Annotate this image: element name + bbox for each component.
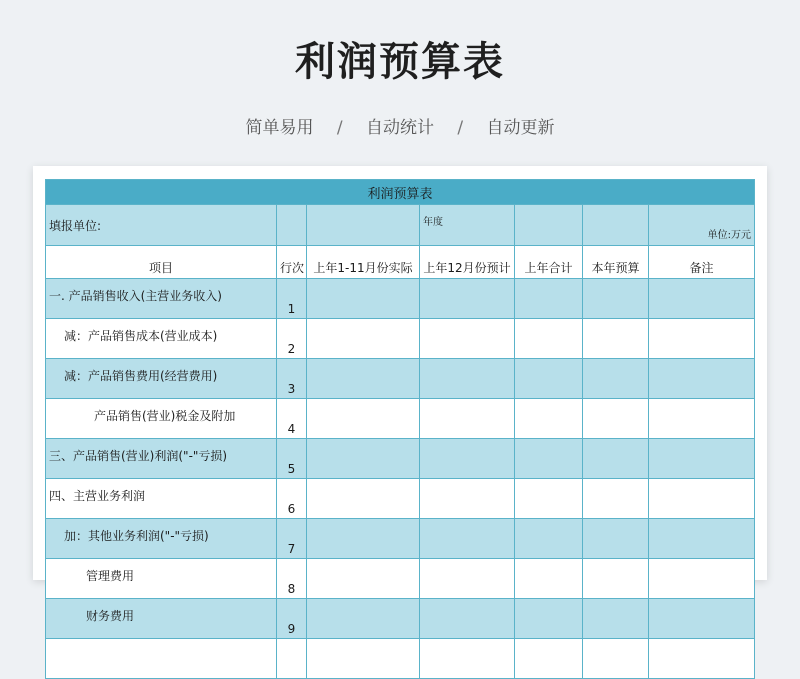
value-cell[interactable] bbox=[649, 439, 755, 479]
value-cell[interactable] bbox=[307, 359, 420, 399]
value-cell[interactable] bbox=[583, 479, 649, 519]
unit-cell[interactable]: 单位:万元 bbox=[649, 205, 755, 246]
value-cell[interactable] bbox=[583, 519, 649, 559]
table-row bbox=[46, 439, 755, 479]
row-item-cell[interactable]: 一. 产品销售收入(主营业务收入) bbox=[46, 279, 277, 319]
table-row bbox=[46, 399, 755, 439]
value-cell[interactable] bbox=[307, 279, 420, 319]
table-row bbox=[46, 599, 755, 639]
row-number-cell[interactable]: 6 bbox=[277, 479, 307, 519]
table-row bbox=[46, 279, 755, 319]
subtitle-item-auto-update: 自动更新 bbox=[486, 118, 555, 138]
value-cell[interactable] bbox=[420, 559, 515, 599]
value-cell[interactable] bbox=[307, 439, 420, 479]
value-cell[interactable] bbox=[420, 519, 515, 559]
info-cell[interactable] bbox=[277, 205, 307, 246]
row-number-cell[interactable]: 7 bbox=[277, 519, 307, 559]
row-item-cell[interactable]: 管理费用 bbox=[46, 559, 277, 599]
row-number-cell[interactable]: 5 bbox=[277, 439, 307, 479]
value-cell[interactable] bbox=[307, 399, 420, 439]
table-caption-row bbox=[46, 180, 755, 205]
row-item-cell[interactable]: 减：产品销售成本(营业成本) bbox=[46, 319, 277, 359]
value-cell[interactable] bbox=[515, 639, 583, 679]
row-number-cell[interactable]: 4 bbox=[277, 399, 307, 439]
value-cell[interactable] bbox=[649, 359, 755, 399]
value-cell[interactable] bbox=[649, 319, 755, 359]
row-number-cell[interactable] bbox=[277, 639, 307, 679]
column-header[interactable]: 上年1-11月份实际 bbox=[307, 246, 420, 279]
value-cell[interactable] bbox=[583, 599, 649, 639]
value-cell[interactable] bbox=[420, 279, 515, 319]
row-item-cell[interactable]: 减：产品销售费用(经营费用) bbox=[46, 359, 277, 399]
value-cell[interactable] bbox=[420, 319, 515, 359]
value-cell[interactable] bbox=[649, 559, 755, 599]
value-cell[interactable] bbox=[307, 319, 420, 359]
subtitle-item-easy: 简单易用 bbox=[245, 118, 314, 138]
value-cell[interactable] bbox=[583, 559, 649, 599]
value-cell[interactable] bbox=[420, 439, 515, 479]
value-cell[interactable] bbox=[649, 479, 755, 519]
table-caption[interactable]: 利润预算表 bbox=[46, 180, 755, 205]
subtitle-item-auto-stat: 自动统计 bbox=[366, 118, 434, 138]
column-header[interactable]: 上年合计 bbox=[515, 246, 583, 279]
value-cell[interactable] bbox=[420, 639, 515, 679]
row-item-cell[interactable]: 加：其他业务利润("-"亏损) bbox=[46, 519, 277, 559]
row-number-cell[interactable]: 1 bbox=[277, 279, 307, 319]
value-cell[interactable] bbox=[515, 359, 583, 399]
subtitle-separator: / bbox=[336, 118, 343, 138]
value-cell[interactable] bbox=[515, 319, 583, 359]
table-row bbox=[46, 519, 755, 559]
table-row bbox=[46, 479, 755, 519]
value-cell[interactable] bbox=[649, 519, 755, 559]
profit-budget-table bbox=[45, 179, 755, 679]
spreadsheet-card bbox=[33, 166, 767, 636]
column-header[interactable]: 项目 bbox=[46, 246, 277, 279]
row-number-cell[interactable]: 9 bbox=[277, 599, 307, 639]
row-number-cell[interactable]: 2 bbox=[277, 319, 307, 359]
value-cell[interactable] bbox=[515, 559, 583, 599]
value-cell[interactable] bbox=[420, 399, 515, 439]
row-item-cell[interactable]: 三、产品销售(营业)利润("-"亏损) bbox=[46, 439, 277, 479]
row-item-cell[interactable]: 四、主营业务利润 bbox=[46, 479, 277, 519]
value-cell[interactable] bbox=[583, 279, 649, 319]
info-cell[interactable] bbox=[583, 205, 649, 246]
value-cell[interactable] bbox=[515, 599, 583, 639]
row-item-cell[interactable]: 财务费用 bbox=[46, 599, 277, 639]
info-cell[interactable] bbox=[307, 205, 420, 246]
table-row bbox=[46, 359, 755, 399]
value-cell[interactable] bbox=[649, 639, 755, 679]
table-row bbox=[46, 319, 755, 359]
column-header[interactable]: 备注 bbox=[649, 246, 755, 279]
value-cell[interactable] bbox=[420, 599, 515, 639]
value-cell[interactable] bbox=[420, 359, 515, 399]
column-header-row bbox=[46, 246, 755, 279]
row-number-cell[interactable]: 8 bbox=[277, 559, 307, 599]
table-body bbox=[46, 279, 755, 679]
value-cell[interactable] bbox=[583, 639, 649, 679]
row-item-cell[interactable] bbox=[46, 639, 277, 679]
row-number-cell[interactable]: 3 bbox=[277, 359, 307, 399]
value-cell[interactable] bbox=[583, 359, 649, 399]
value-cell[interactable] bbox=[307, 479, 420, 519]
table-row bbox=[46, 639, 755, 679]
value-cell[interactable] bbox=[583, 399, 649, 439]
year-cell[interactable]: 年度 bbox=[420, 205, 515, 246]
value-cell[interactable] bbox=[307, 519, 420, 559]
value-cell[interactable] bbox=[515, 519, 583, 559]
value-cell[interactable] bbox=[307, 639, 420, 679]
row-item-cell[interactable]: 产品销售(营业)税金及附加 bbox=[46, 399, 277, 439]
column-header[interactable]: 行次 bbox=[277, 246, 307, 279]
value-cell[interactable] bbox=[583, 319, 649, 359]
value-cell[interactable] bbox=[649, 279, 755, 319]
page-subtitle bbox=[0, 113, 800, 138]
table-info-row bbox=[46, 205, 755, 246]
value-cell[interactable] bbox=[307, 599, 420, 639]
value-cell[interactable] bbox=[583, 439, 649, 479]
fill-unit-cell[interactable]: 填报单位: bbox=[46, 205, 277, 246]
value-cell[interactable] bbox=[515, 439, 583, 479]
value-cell[interactable] bbox=[307, 559, 420, 599]
value-cell[interactable] bbox=[649, 599, 755, 639]
column-header[interactable]: 上年12月份预计 bbox=[420, 246, 515, 279]
info-cell[interactable] bbox=[515, 205, 583, 246]
value-cell[interactable] bbox=[515, 479, 583, 519]
value-cell[interactable] bbox=[420, 479, 515, 519]
value-cell[interactable] bbox=[515, 279, 583, 319]
page-title: 利润预算表 bbox=[295, 39, 505, 85]
value-cell[interactable] bbox=[649, 399, 755, 439]
value-cell[interactable] bbox=[515, 399, 583, 439]
table-row bbox=[46, 559, 755, 599]
subtitle-separator: / bbox=[457, 118, 464, 138]
column-header[interactable]: 本年预算 bbox=[583, 246, 649, 279]
